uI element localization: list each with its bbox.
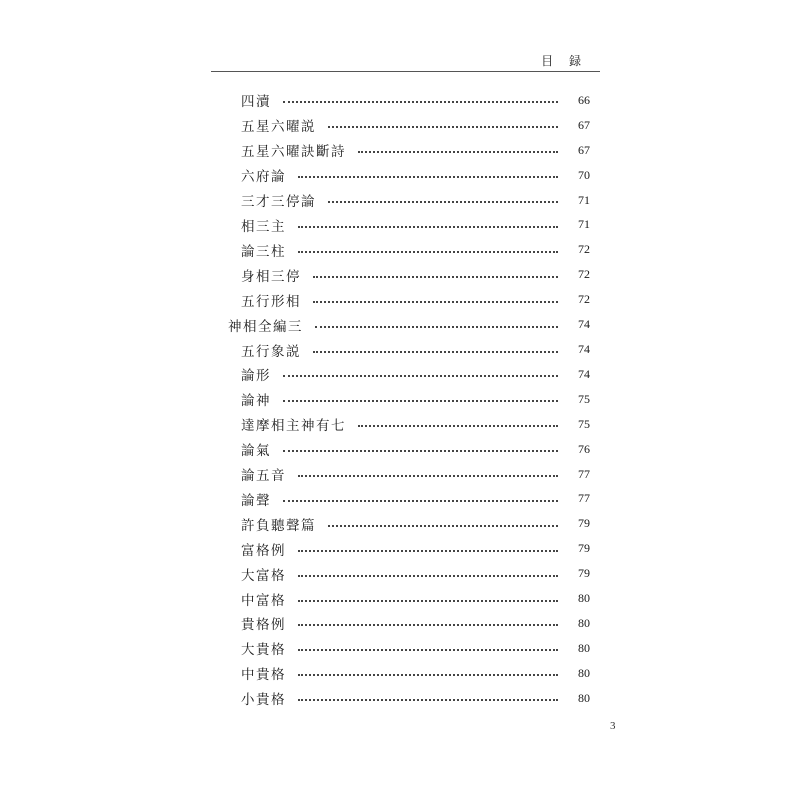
toc-entry-page: 80 [578, 665, 590, 680]
toc-entry [228, 487, 590, 512]
toc-entry-page: 67 [578, 117, 590, 132]
toc-entry [228, 561, 590, 586]
toc-entry-page: 72 [578, 292, 590, 307]
toc-entry-page: 77 [578, 466, 590, 481]
toc-entry-title: 論形 [241, 368, 271, 385]
toc-leader-dots [298, 475, 558, 477]
toc-entry-page: 71 [578, 217, 590, 232]
toc-entry-title: 論氣 [241, 443, 271, 460]
toc-entry [228, 686, 590, 711]
toc-entry [228, 237, 590, 262]
toc-entry-title: 神相全編三 [228, 318, 303, 335]
toc-entry-title: 論神 [241, 393, 271, 410]
toc-entry-page: 67 [578, 142, 590, 157]
toc-entry [228, 163, 590, 188]
toc-leader-dots [358, 151, 558, 153]
toc-entry-page: 80 [578, 591, 590, 606]
toc-entry-title: 六府論 [241, 169, 286, 186]
toc-entry-page: 77 [578, 491, 590, 506]
toc-leader-dots [298, 176, 558, 178]
toc-entry [228, 387, 590, 412]
toc-entry-title: 大富格 [241, 567, 286, 584]
toc-entry [228, 287, 590, 312]
toc-entry-page: 75 [578, 416, 590, 431]
toc-entry-title: 五星六曜説 [241, 119, 316, 136]
toc-leader-dots [313, 301, 558, 303]
toc-entry [228, 511, 590, 536]
toc-leader-dots [283, 101, 558, 103]
toc-entry-page: 80 [578, 640, 590, 655]
toc-entry [228, 611, 590, 636]
toc-leader-dots [283, 500, 558, 502]
toc-leader-dots [298, 251, 558, 253]
toc-leader-dots [283, 400, 558, 402]
toc-entry-title: 身相三停 [241, 268, 301, 285]
toc-leader-dots [328, 525, 558, 527]
toc-entry [228, 636, 590, 661]
toc-leader-dots [298, 649, 558, 651]
toc-entry-title: 貴格例 [241, 617, 286, 634]
toc-entry-page: 66 [578, 92, 590, 107]
toc-entry-title: 五星六曜訣斷詩 [241, 144, 346, 161]
toc-entry [228, 138, 590, 163]
toc-leader-dots [358, 425, 558, 427]
toc-leader-dots [313, 351, 558, 353]
toc-entry-title: 中貴格 [241, 667, 286, 684]
toc-entry-title: 達摩相主神有七 [241, 418, 346, 435]
toc-entry-page: 70 [578, 167, 590, 182]
toc-leader-dots [298, 550, 558, 552]
toc-leader-dots [298, 674, 558, 676]
toc-entry [228, 437, 590, 462]
header-rule [211, 71, 600, 72]
toc-leader-dots [298, 226, 558, 228]
toc-entry-title: 論聲 [241, 492, 271, 509]
toc-entry-page: 74 [578, 342, 590, 357]
toc-entry-page: 76 [578, 441, 590, 456]
toc-entry [228, 337, 590, 362]
toc-entry-page: 79 [578, 516, 590, 531]
toc-leader-dots [315, 326, 558, 328]
toc-leader-dots [298, 575, 558, 577]
toc-entry [228, 113, 590, 138]
toc-entry-page: 79 [578, 566, 590, 581]
toc-entry-title: 論五音 [241, 468, 286, 485]
toc-entry-title: 三才三停論 [241, 194, 316, 211]
toc-entry [228, 536, 590, 561]
toc-entry-title: 五行象説 [241, 343, 301, 360]
toc-entry-title: 許負聽聲篇 [241, 517, 316, 534]
toc-entry [228, 262, 590, 287]
toc-leader-dots [298, 624, 558, 626]
toc-entry-page: 72 [578, 242, 590, 257]
toc-entry [228, 88, 590, 113]
toc-entry-page: 80 [578, 615, 590, 630]
table-of-contents [228, 88, 590, 711]
toc-leader-dots [283, 450, 558, 452]
toc-entry-page: 72 [578, 267, 590, 282]
toc-entry-title: 小貴格 [241, 692, 286, 709]
toc-entry [228, 412, 590, 437]
toc-entry [228, 362, 590, 387]
toc-leader-dots [328, 201, 558, 203]
toc-entry-page: 75 [578, 391, 590, 406]
toc-leader-dots [328, 126, 558, 128]
toc-entry-title: 大貴格 [241, 642, 286, 659]
toc-entry-page: 74 [578, 366, 590, 381]
toc-entry [228, 188, 590, 213]
toc-entry-title: 相三主 [241, 218, 286, 235]
toc-leader-dots [298, 600, 558, 602]
toc-leader-dots [313, 276, 558, 278]
toc-leader-dots [283, 375, 558, 377]
toc-entry-page: 74 [578, 317, 590, 332]
running-head: 目 録 [541, 54, 587, 68]
toc-entry [228, 213, 590, 238]
page-number: 3 [610, 720, 616, 732]
toc-entry-title: 富格例 [241, 542, 286, 559]
toc-entry [228, 586, 590, 611]
toc-entry-page: 79 [578, 541, 590, 556]
toc-entry [228, 462, 590, 487]
toc-entry-title: 五行形相 [241, 293, 301, 310]
toc-entry-page: 80 [578, 690, 590, 705]
toc-entry-title: 四瀆 [241, 94, 271, 111]
toc-entry-title: 論三柱 [241, 243, 286, 260]
toc-entry-title: 中富格 [241, 592, 286, 609]
toc-entry [228, 312, 590, 337]
toc-entry-page: 71 [578, 192, 590, 207]
toc-entry [228, 661, 590, 686]
toc-leader-dots [298, 699, 558, 701]
